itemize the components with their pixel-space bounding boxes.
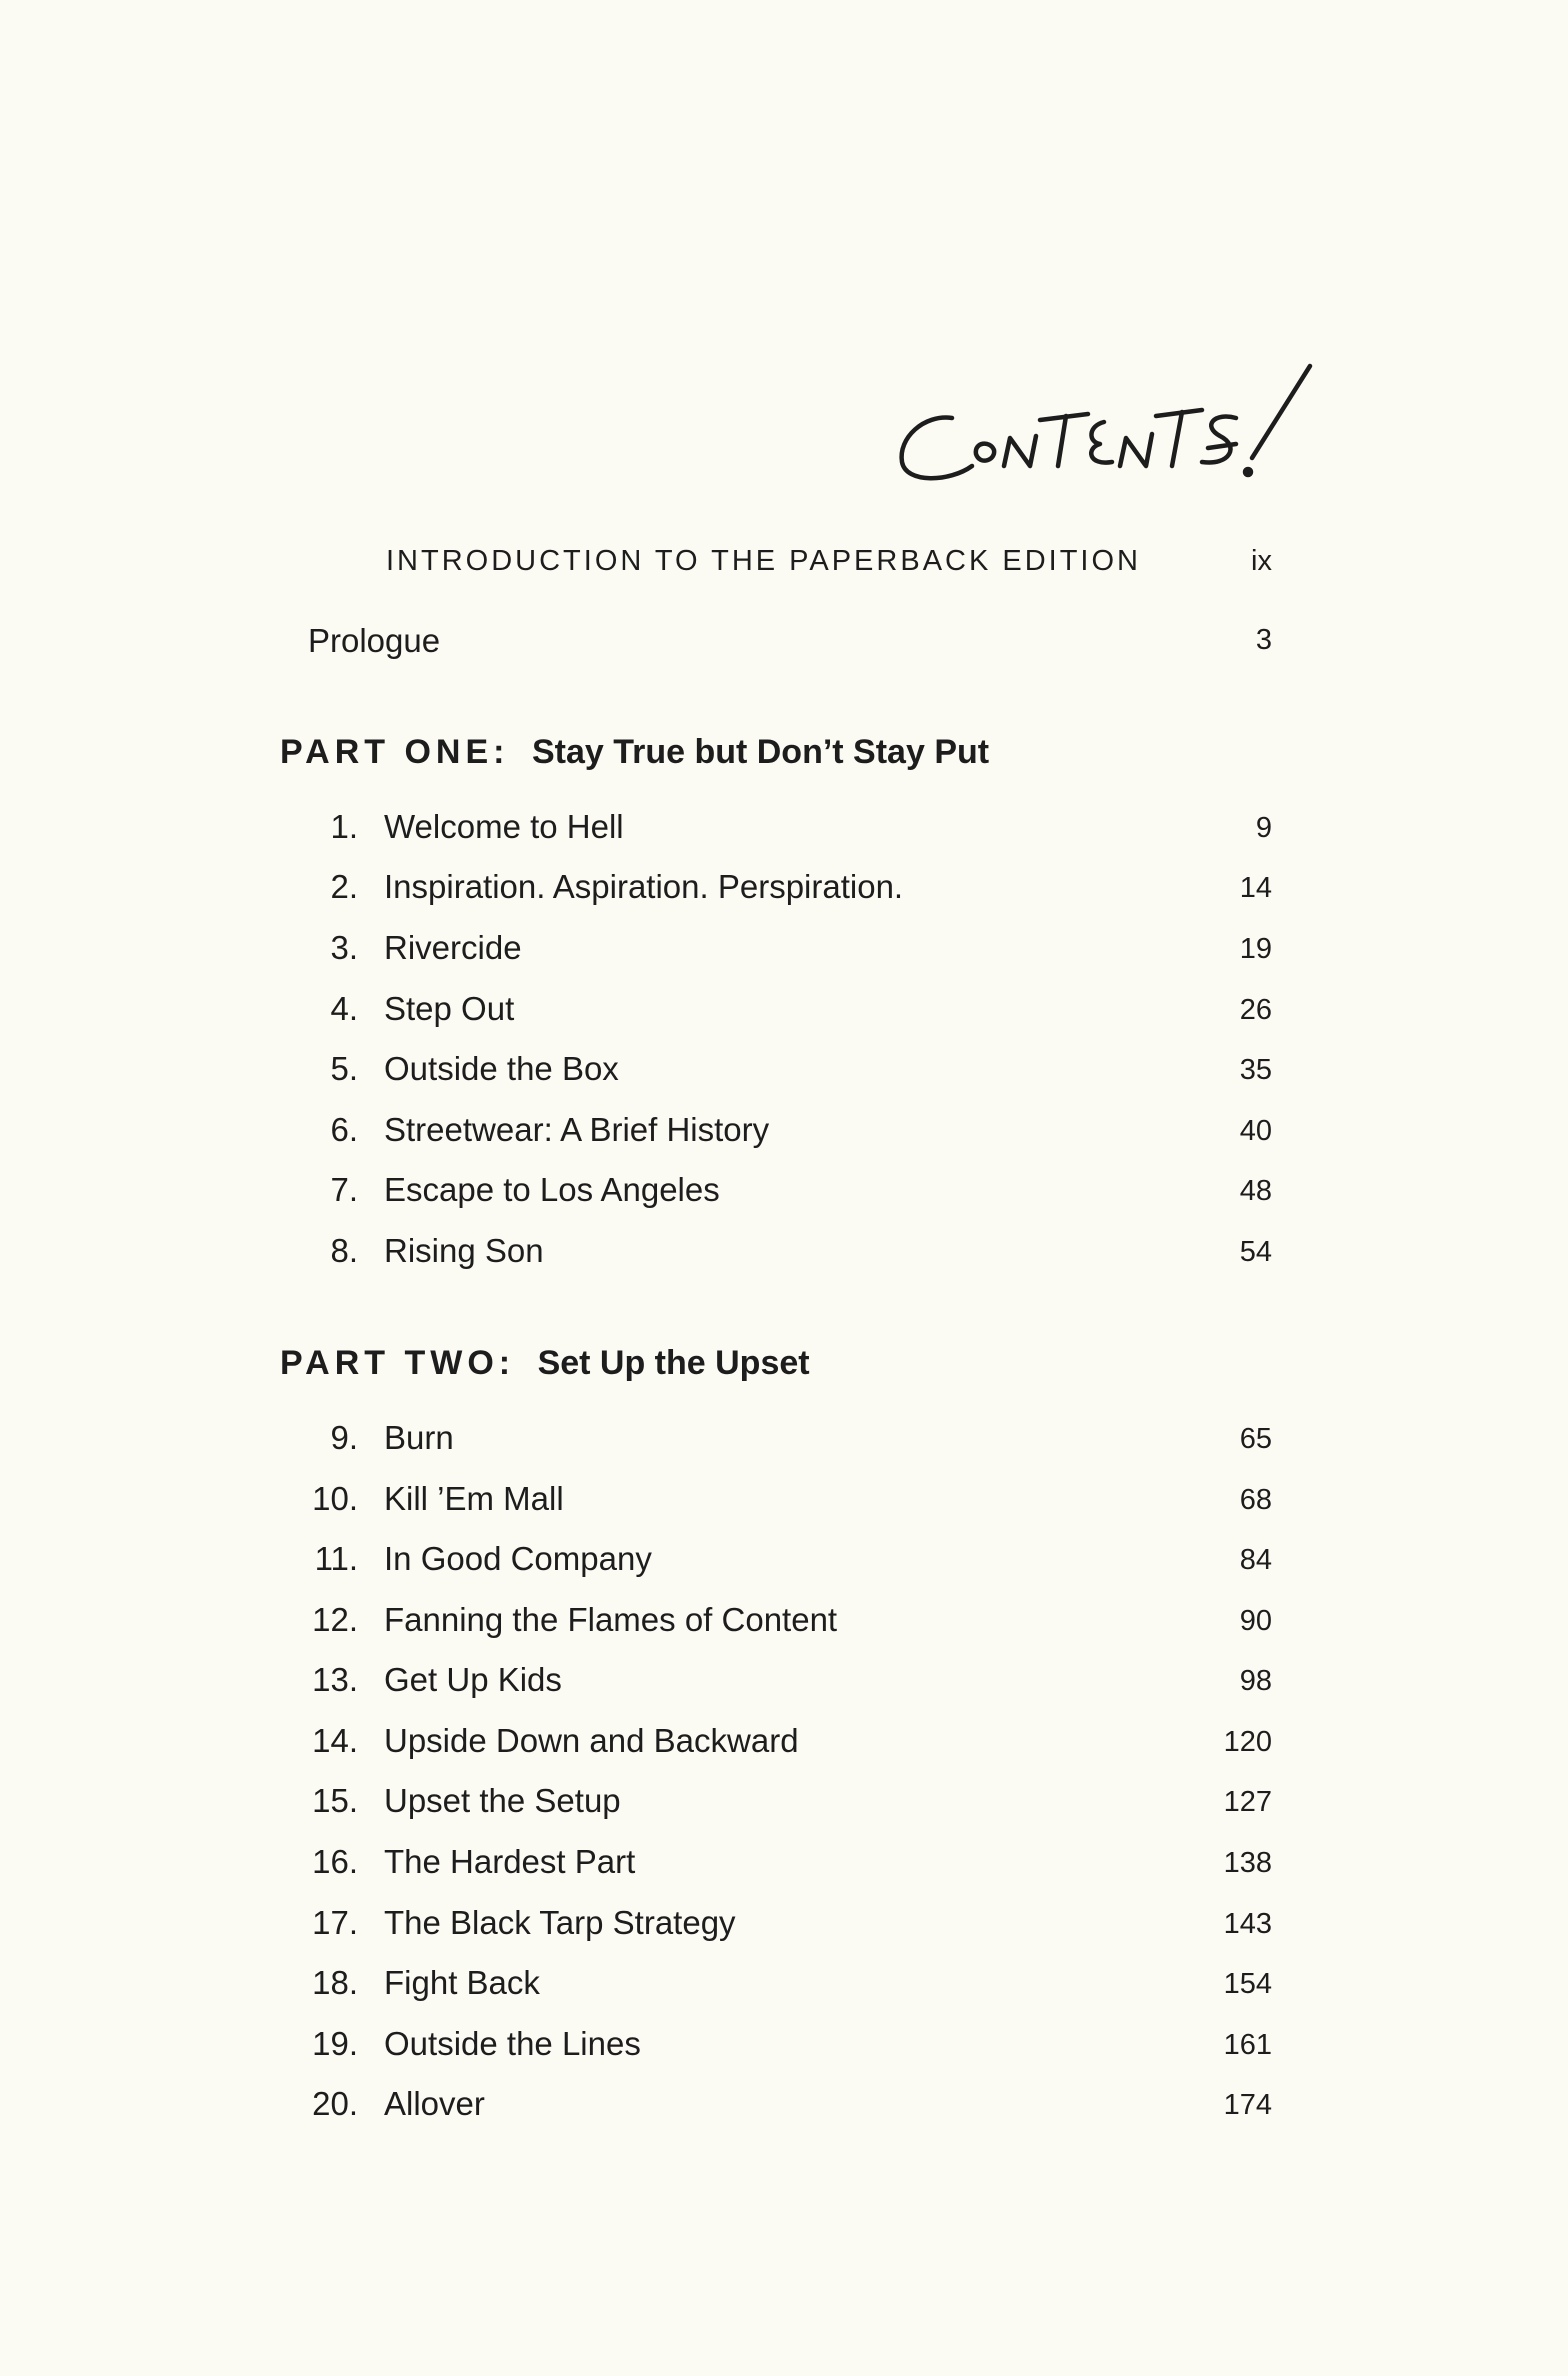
part-one-heading xyxy=(280,733,989,777)
chapter-row[interactable] xyxy=(0,1111,1568,1155)
chapter-title: In Good Company xyxy=(384,1540,652,1577)
contents-title-logo xyxy=(890,362,1360,502)
part-two-heading xyxy=(280,1344,810,1388)
part-one-label: PART ONE: xyxy=(280,733,510,771)
chapter-title: Allover xyxy=(384,2085,485,2122)
chapter-number: 15. xyxy=(312,1782,358,1819)
chapter-row[interactable] xyxy=(0,868,1568,912)
chapter-row[interactable] xyxy=(0,1661,1568,1705)
chapter-title: Welcome to Hell xyxy=(384,808,624,845)
chapter-title: Upside Down and Backward xyxy=(384,1722,799,1759)
chapter-row[interactable] xyxy=(0,929,1568,973)
chapter-number: 11. xyxy=(314,1540,358,1577)
chapter-page: 120 xyxy=(1223,1726,1272,1758)
chapter-number: 19. xyxy=(312,2025,358,2062)
chapter-number: 5. xyxy=(330,1050,358,1087)
chapter-row[interactable] xyxy=(0,808,1568,852)
chapter-row[interactable] xyxy=(0,1722,1568,1766)
toc-prologue-label: Prologue xyxy=(308,622,441,659)
chapter-number: 7. xyxy=(330,1171,358,1208)
chapter-page: 40 xyxy=(1239,1115,1272,1147)
chapter-page: 90 xyxy=(1239,1605,1272,1637)
chapter-title: Fight Back xyxy=(384,1964,540,2001)
handwritten-title-graphic xyxy=(890,362,1360,502)
chapter-page: 9 xyxy=(1255,812,1272,844)
chapter-row[interactable] xyxy=(0,1843,1568,1887)
chapter-title: Fanning the Flames of Content xyxy=(384,1601,838,1638)
chapter-row[interactable] xyxy=(0,1232,1568,1276)
chapter-number: 8. xyxy=(330,1232,358,1269)
chapter-number: 1. xyxy=(330,808,358,845)
chapter-title: Get Up Kids xyxy=(384,1661,562,1698)
chapter-page: 35 xyxy=(1239,1054,1272,1086)
chapter-page: 65 xyxy=(1239,1423,1272,1455)
chapter-row[interactable] xyxy=(0,2085,1568,2129)
chapter-number: 16. xyxy=(312,1843,358,1880)
chapter-page: 98 xyxy=(1239,1665,1272,1697)
chapter-title: Burn xyxy=(384,1419,454,1456)
chapter-title: The Black Tarp Strategy xyxy=(384,1904,736,1941)
chapter-title: Rising Son xyxy=(384,1232,544,1269)
chapter-number: 9. xyxy=(330,1419,358,1456)
chapter-title: Kill ’Em Mall xyxy=(384,1480,564,1517)
chapter-page: 54 xyxy=(1239,1236,1272,1268)
toc-intro-page: ix xyxy=(1251,545,1272,577)
chapter-number: 17. xyxy=(312,1904,358,1941)
chapter-title: Outside the Box xyxy=(384,1050,619,1087)
chapter-row[interactable] xyxy=(0,1540,1568,1584)
chapter-page: 143 xyxy=(1223,1908,1272,1940)
chapter-page: 26 xyxy=(1239,994,1272,1026)
chapter-row[interactable] xyxy=(0,1171,1568,1215)
toc-prologue-page: 3 xyxy=(1255,624,1272,656)
chapter-page: 48 xyxy=(1239,1175,1272,1207)
part-one-title: Stay True but Don’t Stay Put xyxy=(531,733,990,771)
chapter-number: 3. xyxy=(330,929,358,966)
chapter-title: Escape to Los Angeles xyxy=(384,1171,720,1208)
chapter-number: 12. xyxy=(312,1601,358,1638)
chapter-row[interactable] xyxy=(0,2025,1568,2069)
chapter-row[interactable] xyxy=(0,1964,1568,2008)
chapter-number: 2. xyxy=(330,868,358,905)
chapter-page: 14 xyxy=(1239,872,1272,904)
part-two-label: PART TWO: xyxy=(280,1344,516,1382)
chapter-row[interactable] xyxy=(0,1782,1568,1826)
toc-intro-label: INTRODUCTION TO THE PAPERBACK EDITION xyxy=(386,545,1141,577)
chapter-row[interactable] xyxy=(0,990,1568,1034)
chapter-title: Step Out xyxy=(384,990,515,1027)
chapter-page: 161 xyxy=(1223,2029,1272,2061)
chapter-page: 127 xyxy=(1223,1786,1272,1818)
chapter-row[interactable] xyxy=(0,1419,1568,1463)
chapter-row[interactable] xyxy=(0,1480,1568,1524)
chapter-number: 10. xyxy=(312,1480,358,1517)
chapter-page: 138 xyxy=(1223,1847,1272,1879)
chapter-title: Rivercide xyxy=(384,929,522,966)
chapter-row[interactable] xyxy=(0,1601,1568,1645)
chapter-page: 19 xyxy=(1239,933,1272,965)
chapter-page: 174 xyxy=(1223,2089,1272,2121)
chapter-number: 6. xyxy=(330,1111,358,1148)
chapter-title: The Hardest Part xyxy=(384,1843,636,1880)
chapter-title: Upset the Setup xyxy=(384,1782,621,1819)
chapter-number: 20. xyxy=(312,2085,358,2122)
chapter-title: Outside the Lines xyxy=(384,2025,641,2062)
chapter-row[interactable] xyxy=(0,1050,1568,1094)
chapter-page: 154 xyxy=(1223,1968,1272,2000)
chapter-number: 4. xyxy=(330,990,358,1027)
chapter-number: 18. xyxy=(312,1964,358,2001)
chapter-page: 68 xyxy=(1239,1484,1272,1516)
toc-prologue-row[interactable] xyxy=(308,622,1272,662)
toc-intro-row[interactable] xyxy=(386,545,1272,581)
chapter-title: Inspiration. Aspiration. Perspiration. xyxy=(384,868,904,905)
chapter-number: 13. xyxy=(312,1661,358,1698)
chapter-page: 84 xyxy=(1239,1544,1272,1576)
part-two-title: Set Up the Upset xyxy=(537,1344,810,1382)
chapter-title: Streetwear: A Brief History xyxy=(384,1111,770,1148)
chapter-number: 14. xyxy=(312,1722,358,1759)
chapter-row[interactable] xyxy=(0,1904,1568,1948)
